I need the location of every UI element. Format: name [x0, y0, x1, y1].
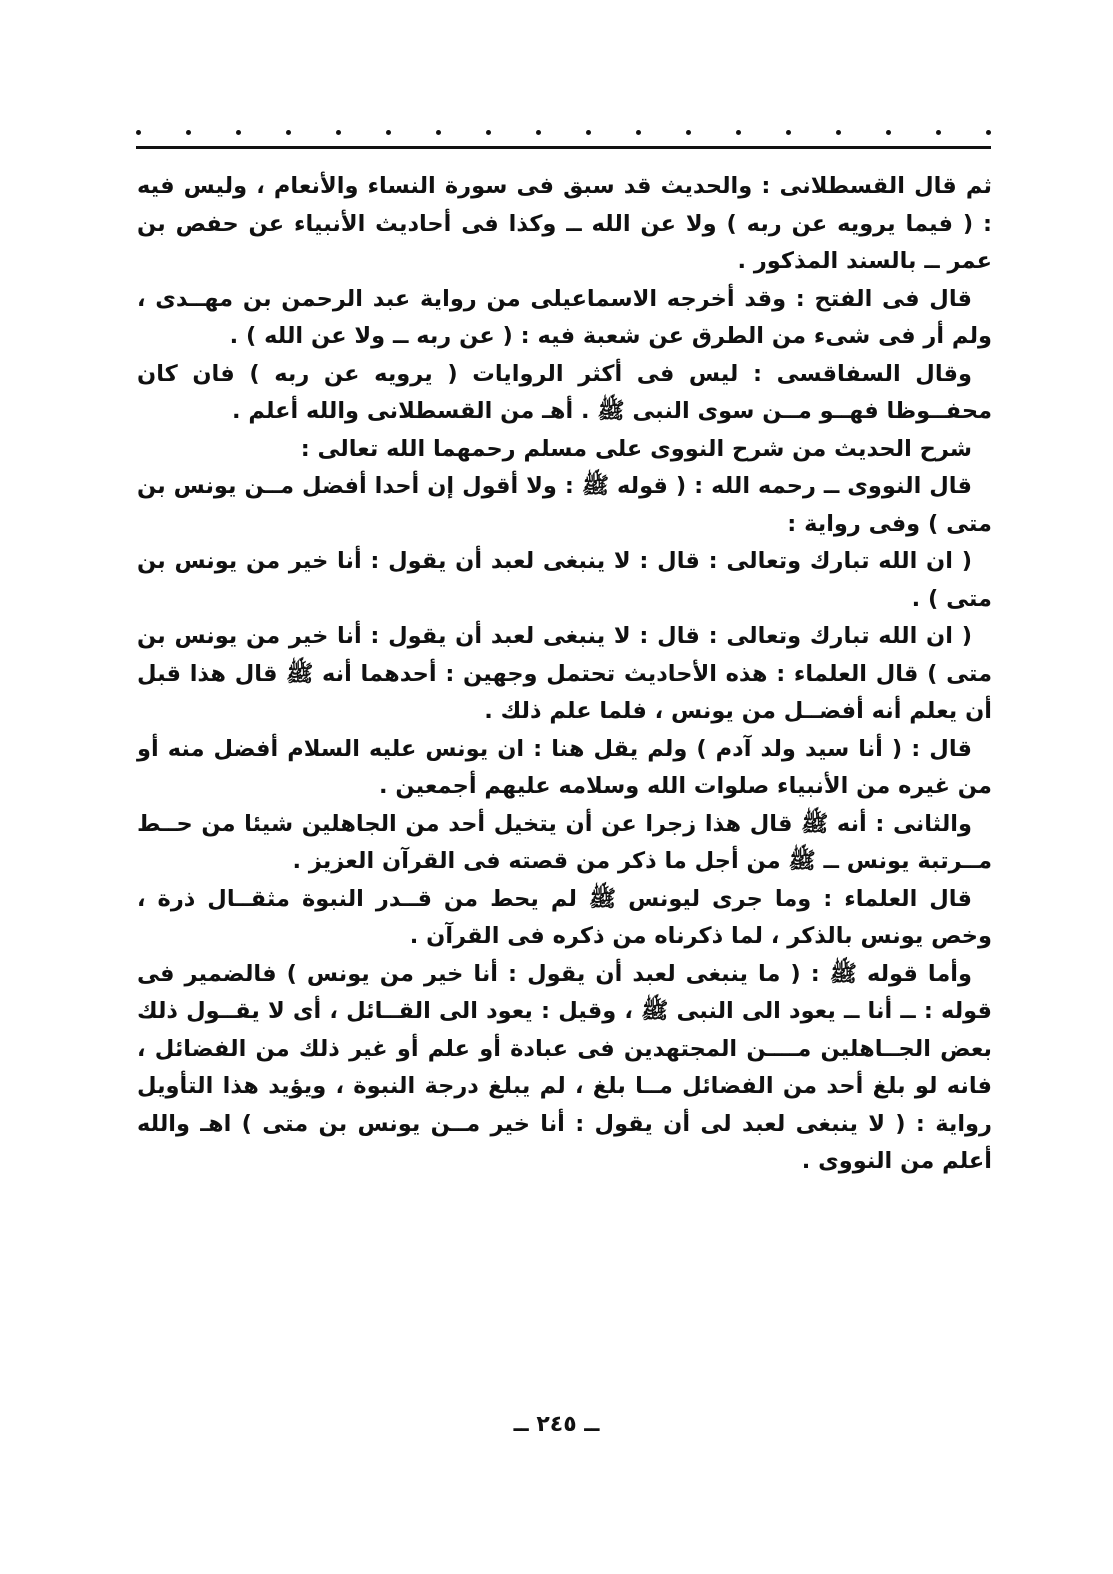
paragraph: والثانى : أنه ﷺ قال هذا زجرا عن أن يتخيل أحد من الجاهلين شيئا من حــط مــرتبة يونس ــ ﷺ من أجل ما ذكر من قصته فى القرآن العزيز . [137, 810, 992, 874]
paragraph: ( ان الله تبارك وتعالى : قال : لا ينبغى لعبد أن يقول : أنا خير من يونس بن متى ) قال العلماء : هذه الأحاديث تحتمل وجهين : أحدهما أنه ﷺ قال هذا قبل أن يعلم أنه أفضــل من يونس ، فلما علم ذلك . [137, 623, 992, 724]
header-dot [186, 130, 191, 135]
header-dot [236, 130, 241, 135]
header-dot [386, 130, 391, 135]
header-dot [936, 130, 941, 135]
page-number: ــ ٢٤٥ ــ [513, 1412, 600, 1437]
paragraph: ( ان الله تبارك وتعالى : قال : لا ينبغى لعبد أن يقول : أنا خير من يونس بن متى ) . [137, 548, 992, 612]
header-dot [736, 130, 741, 135]
header-dot [286, 130, 291, 135]
header-dot [486, 130, 491, 135]
header-dot-ornament [136, 126, 991, 138]
paragraph: قال العلماء : وما جرى ليونس ﷺ لم يحط من قــدر النبوة مثقــال ذرة ، وخص يونس بالذكر ، لما ذكرناه من ذكره فى القرآن . [137, 885, 992, 949]
header-dot [536, 130, 541, 135]
paragraph: شرح الحديث من شرح النووى على مسلم رحمهما الله تعالى : [300, 435, 972, 462]
paragraph: وأما قوله ﷺ : ( ما ينبغى لعبد أن يقول : أنا خير من يونس ) فالضمير فى قوله : ــ أنا ــ يعود الى النبى ﷺ ، وقيل : يعود الى القــائل ، أى لا يقــول ذلك بعض الجــاهلين مــــن المجتهدين فى عبادة أو علم أو غير ذلك من الفضائل ، فانه لو بلغ أحد من الفضائل مــا بلغ ، لم يبلغ درجة النبوة ، ويؤيد هذا التأويل رواية : ( لا ينبغى لعبد لى أن يقول : أنا خير مــن يونس بن متى ) اهـ والله أعلم من النووى . [137, 960, 992, 1174]
header-dot [786, 130, 791, 135]
header-dot [836, 130, 841, 135]
header-dot [586, 130, 591, 135]
paragraph: ثم قال القسطلانى : والحديث قد سبق فى سورة النساء والأنعام ، وليس فيه : ( فيما يرويه عن ربه ) ولا عن الله ــ وكذا فى أحاديث الأنبياء عن حفص بن عمر ــ بالسند المذكور . [137, 173, 992, 274]
header-rule [136, 146, 991, 149]
paragraph: قال : ( أنا سيد ولد آدم ) ولم يقل هنا : ان يونس عليه السلام أفضل منه أو من غيره من الأنبياء صلوات الله وسلامه عليهم أجمعين . [137, 735, 992, 799]
header-dot [436, 130, 441, 135]
header-dot [336, 130, 341, 135]
header-dot [636, 130, 641, 135]
paragraph: وقال السفاقسى : ليس فى أكثر الروايات ( يرويه عن ربه ) فان كان محفــوظا فهــو مــن سوى النبى ﷺ . أهـ من القسطلانى والله أعلم . [137, 360, 992, 424]
body-text [137, 168, 992, 1181]
header-dot [686, 130, 691, 135]
header-dot [886, 130, 891, 135]
header-dot [986, 130, 991, 135]
header-dot [136, 130, 141, 135]
paragraph: قال النووى ــ رحمه الله : ( قوله ﷺ : ولا أقول إن أحدا أفضل مــن يونس بن متى ) وفى رواية : [137, 473, 992, 537]
paragraph: قال فى الفتح : وقد أخرجه الاسماعيلى من رواية عبد الرحمن بن مهــدى ، ولم أر فى شىء من الطرق عن شعبة فيه : ( عن ربه ــ ولا عن الله ) . [137, 285, 992, 349]
